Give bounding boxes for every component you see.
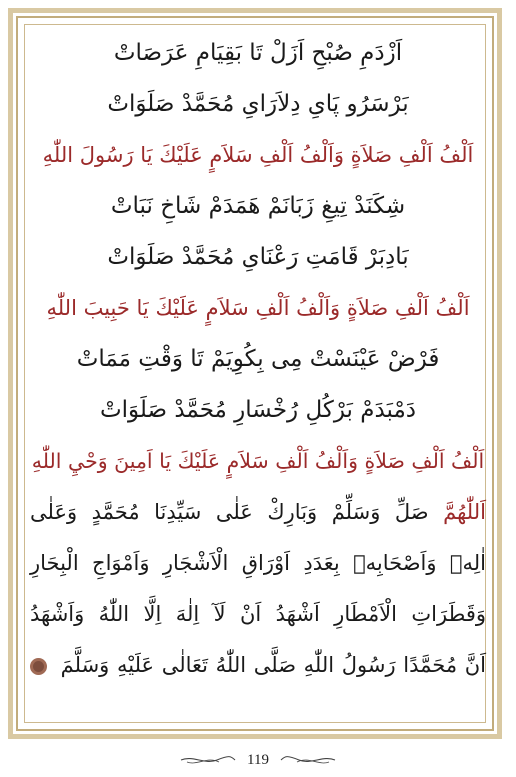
flourish-right-icon (279, 753, 337, 769)
page-footer (0, 752, 516, 774)
dua-line-1-rest: صَلِّ وَسَلِّمْ وَبَارِكْ عَلٰى سَيِّدِنَا مُحَمَّدٍ وَعَلٰى (30, 500, 429, 524)
dua-opening-word: اَللّٰهُمَّ (443, 500, 486, 524)
dua-line-4 (30, 640, 486, 690)
flourish-left-icon (179, 753, 237, 769)
page-number: 119 (247, 752, 269, 768)
verse-line-4: بَادِبَرْ قَامَتِ رَعْنَاىِ مُحَمَّدْ صَلَوَاتْ (107, 244, 409, 270)
prayer-text-block (30, 28, 486, 727)
verse-line-1: اَزْدَمِ صُبْحِ اَزَلْ تَا بَقِيَامِ عَرَصَاتْ (113, 40, 403, 66)
verse-line-3: شِكَنَدْ تِيغِ زَبَانَمْ هَمَدَمْ شَاخِ نَبَاتْ (110, 193, 406, 219)
verse-line-5: فَرْضْ عَيْنَسْتْ مِى بِكُوِيَمْ تَا وَقْتِ مَمَاتْ (76, 346, 440, 372)
end-marker-icon (30, 658, 47, 675)
dua-line-4-text: اَنَّ مُحَمَّدًا رَسُولُ اللّٰهِ صَلَّى اللّٰهُ تَعَالٰى عَلَيْهِ وَسَلَّمَ (60, 653, 486, 677)
verse-line-2: بَرْسَرُو پَاىِ دِلاَرَاىِ مُحَمَّدْ صَلَوَاتْ (107, 91, 409, 117)
salawat-line-1: اَلْفُ اَلْفِ صَلاَةٍ وَاَلْفُ اَلْفِ سَلاَمٍ عَلَيْكَ يَا رَسُولَ اللّٰهِ (42, 143, 474, 167)
salawat-line-3: اَلْفُ اَلْفِ صَلاَةٍ وَاَلْفُ اَلْفِ سَلاَمٍ عَلَيْكَ يَا اَمِينَ وَحْيِ اللّٰهِ (31, 449, 485, 473)
dua-line-1 (30, 487, 486, 537)
dua-line-3: وَقَطَرَاتِ الْاَمْطَارِ اَشْهَدُ اَنْ لَآ اِلٰهَ اِلَّا اللّٰهُ وَاَشْهَدُ (30, 602, 486, 626)
dua-line-2: اٰلِهٖ وَاَصْحَابِهٖ بِعَدَدِ اَوْرَاقِ الْاَشْجَارِ وَاَمْوَاجِ الْبِحَارِ (30, 551, 486, 575)
verse-line-6: دَمْبَدَمْ بَرْكُلِ رُخْسَارِ مُحَمَّدْ صَلَوَاتْ (99, 397, 417, 423)
salawat-line-2: اَلْفُ اَلْفِ صَلاَةٍ وَاَلْفُ اَلْفِ سَلاَمٍ عَلَيْكَ يَا حَبِيبَ اللّٰهِ (46, 296, 470, 320)
